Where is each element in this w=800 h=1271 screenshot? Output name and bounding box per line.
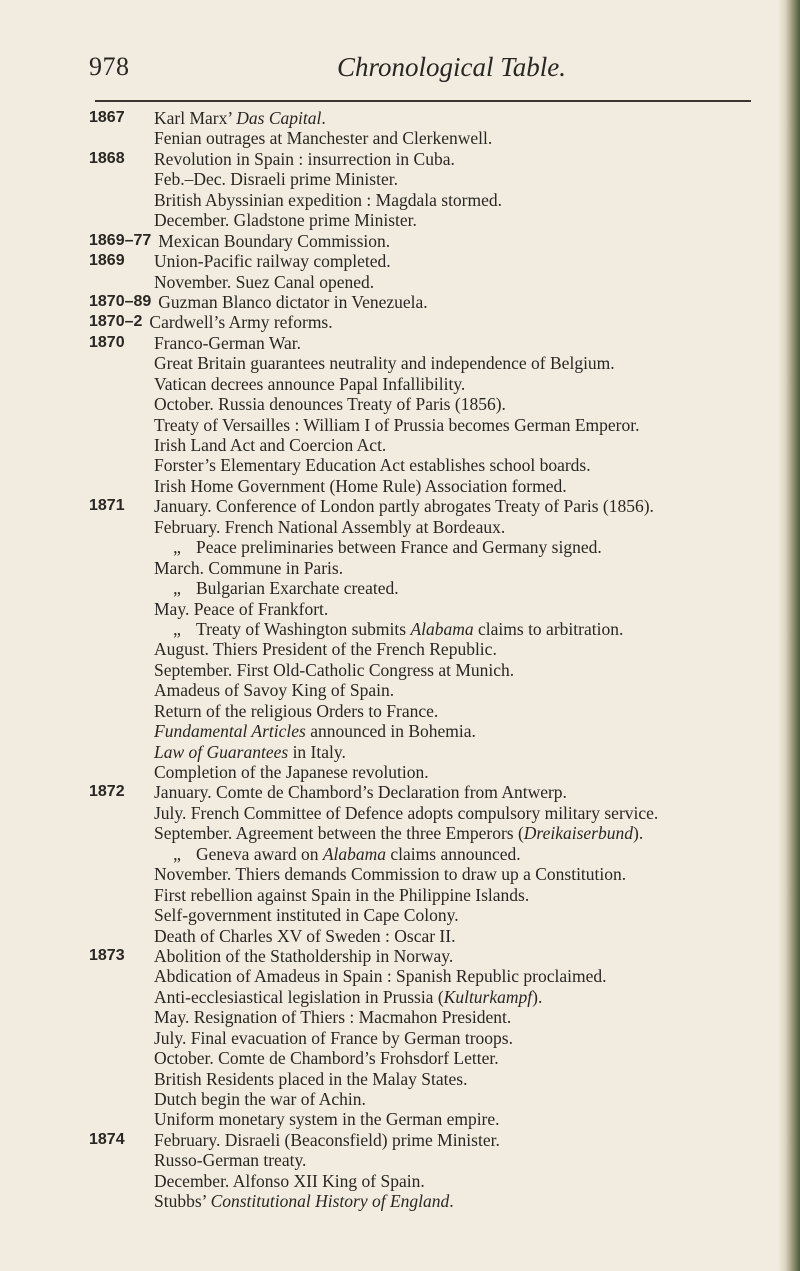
text-segment: September. First Old-Catholic Congress at Munich.: [154, 659, 515, 680]
chronology-entry: [0, 782, 800, 802]
entry-text: [154, 966, 607, 986]
italic-title: Kulturkampf: [443, 986, 533, 1007]
text-segment: January. Conference of London partly abrogates Treaty of Paris (1856).: [154, 496, 654, 517]
entry-text: [154, 782, 567, 802]
chronology-entry: [0, 1109, 800, 1129]
chronology-entry: [0, 966, 800, 986]
text-segment: Self-government instituted in Cape Colony.: [154, 905, 459, 926]
text-segment: Mexican Boundary Commission.: [158, 230, 391, 251]
text-segment: Geneva award on: [196, 843, 323, 864]
entry-text: [154, 885, 529, 905]
entry-text: [154, 1007, 511, 1027]
chronology-entry: [0, 1069, 800, 1089]
text-segment: Treaty of Washington submits: [196, 618, 411, 639]
text-segment: July. French Committee of Defence adopts compulsory military service.: [154, 802, 659, 823]
entry-text: [154, 742, 346, 762]
text-segment: January. Comte de Chambord’s Declaration from Antwerp.: [154, 782, 567, 803]
text-segment: May. Peace of Frankfort.: [154, 598, 329, 619]
entry-text: [154, 1048, 499, 1068]
chronology-entry: [0, 885, 800, 905]
chronology-entry: [0, 762, 800, 782]
header-rule: [95, 100, 751, 102]
chronology-entry: [0, 210, 800, 230]
text-segment: Bulgarian Exarchate created.: [196, 578, 399, 599]
italic-title: Fundamental Articles: [154, 721, 306, 742]
italic-title: Das Capital: [236, 108, 322, 128]
entry-year: 1874: [89, 1130, 125, 1148]
entry-year: 1873: [89, 946, 125, 964]
chronology-entry: [0, 987, 800, 1007]
entry-year: 1868: [89, 149, 125, 167]
chronology-entry: [0, 926, 800, 946]
italic-title: Constitutional History of England: [210, 1191, 450, 1212]
entry-year: 1871: [89, 497, 125, 515]
text-segment: Great Britain guarantees neutrality and independence of Belgium.: [154, 353, 615, 374]
chronology-entry: [0, 803, 800, 823]
text-segment: ).: [633, 823, 644, 844]
text-segment: Treaty of Versailles : William I of Prussia becomes German Emperor.: [154, 414, 640, 435]
entry-text: [154, 517, 505, 537]
text-segment: November. Thiers demands Commission to draw up a Constitution.: [154, 864, 627, 885]
chronology-entry: [0, 946, 800, 966]
text-segment: December. Gladstone prime Minister.: [154, 210, 417, 231]
entry-text: [154, 476, 567, 496]
entry-text: [154, 1191, 454, 1211]
chronology-entry: [0, 231, 800, 251]
text-segment: Feb.–Dec. Disraeli prime Minister.: [154, 169, 398, 190]
entry-year: 1869: [89, 252, 125, 270]
text-segment: July. Final evacuation of France by German troops.: [154, 1027, 513, 1048]
chronology-entry: [0, 537, 800, 557]
entry-text: [154, 619, 623, 639]
text-segment: Forster’s Elementary Education Act establishes school boards.: [154, 455, 591, 476]
chronology-entry: [0, 905, 800, 925]
entry-text: [154, 1130, 500, 1150]
entry-text: [154, 1028, 513, 1048]
chronology-entry: [0, 823, 800, 843]
chronology-entry: [0, 639, 800, 659]
entry-text: [154, 864, 626, 884]
entry-text: [154, 987, 542, 1007]
text-segment: February. French National Assembly at Bordeaux.: [154, 516, 506, 537]
chronology-entry: [0, 558, 800, 578]
text-segment: .: [449, 1191, 454, 1212]
chronology-entry: [0, 496, 800, 516]
text-segment: Amadeus of Savoy King of Spain.: [154, 680, 395, 701]
entry-text: [154, 578, 399, 598]
italic-title: Law of Guarantees: [154, 741, 289, 762]
chronology-entry: [0, 721, 800, 741]
entry-text: [154, 803, 658, 823]
chronology-entry: [0, 619, 800, 639]
entry-text: [154, 415, 639, 435]
chronology-entry: [0, 292, 800, 312]
page-header: [0, 52, 800, 102]
entry-text: [154, 558, 343, 578]
text-segment: Revolution in Spain : insurrection in Cuba.: [154, 148, 455, 169]
entry-text: [154, 496, 654, 516]
text-segment: claims to arbitration.: [473, 618, 624, 639]
chronology-entry: [0, 455, 800, 475]
entry-text: [154, 1171, 425, 1191]
text-segment: September. Agreement between the three Emperors (: [154, 823, 524, 844]
chronology-entry: [0, 742, 800, 762]
entry-text: [154, 926, 455, 946]
text-segment: First rebellion against Spain in the Philippine Islands.: [154, 884, 530, 905]
text-segment: Abolition of the Statholdership in Norway.: [154, 945, 454, 966]
text-segment: British Abyssinian expedition : Magdala stormed.: [154, 189, 503, 210]
chronology-entry: [0, 169, 800, 189]
text-segment: Franco-German War.: [154, 332, 301, 353]
entry-text: [154, 823, 643, 843]
chronology-entry: [0, 864, 800, 884]
entry-text: [154, 169, 398, 189]
page-number: 978: [89, 52, 130, 81]
entry-text: [154, 374, 465, 394]
entry-text: [154, 946, 453, 966]
entry-text: [154, 272, 374, 292]
entry-text: [149, 312, 332, 332]
text-segment: Irish Home Government (Home Rule) Association formed.: [154, 475, 567, 496]
entry-text: [154, 905, 459, 925]
text-segment: Irish Land Act and Coercion Act.: [154, 435, 387, 455]
entry-text: [154, 537, 602, 557]
chronology-entry: [0, 1028, 800, 1048]
entry-text: [154, 353, 615, 373]
entry-text: [154, 1089, 366, 1109]
entry-text: [154, 844, 521, 864]
entry-text: [154, 210, 417, 230]
text-segment: Peace preliminaries between France and Germany signed.: [196, 537, 602, 558]
italic-title: Dreikaiserbund: [523, 823, 633, 844]
chronology-entry: [0, 844, 800, 864]
chronology-entry: [0, 476, 800, 496]
entry-text: [154, 680, 394, 700]
chronology-entry: [0, 660, 800, 680]
entry-text: [154, 639, 497, 659]
entry-year: 1870–89: [89, 292, 152, 310]
entry-text: [154, 333, 301, 353]
chronology-entry: [0, 190, 800, 210]
chronology-entry: [0, 701, 800, 721]
entry-text: [154, 762, 429, 782]
entry-text: [154, 455, 591, 475]
text-segment: Return of the religious Orders to France.: [154, 700, 439, 721]
text-segment: in Italy.: [288, 741, 346, 762]
entry-text: [154, 108, 326, 128]
chronology-entry: [0, 680, 800, 700]
text-segment: March. Commune in Paris.: [154, 557, 344, 578]
entry-text: [158, 292, 427, 312]
chronology-entry: [0, 149, 800, 169]
chronology-entry: [0, 394, 800, 414]
text-segment: Cardwell’s Army reforms.: [149, 312, 333, 333]
entry-text: [154, 190, 502, 210]
chronology-list: [0, 108, 800, 1212]
chronology-entry: [0, 599, 800, 619]
entry-year: 1870–2: [89, 313, 143, 331]
chronology-entry: [0, 374, 800, 394]
text-segment: Stubbs’: [154, 1191, 211, 1212]
chronology-entry: [0, 578, 800, 598]
chronology-entry: [0, 251, 800, 271]
text-segment: November. Suez Canal opened.: [154, 271, 375, 292]
text-segment: Union-Pacific railway completed.: [154, 251, 391, 272]
entry-text: [154, 1069, 468, 1089]
entry-text: [154, 435, 386, 455]
italic-title: Alabama: [322, 843, 387, 864]
entry-text: [154, 128, 492, 148]
text-segment: British Residents placed in the Malay States.: [154, 1068, 468, 1089]
chronology-entry: [0, 272, 800, 292]
text-segment: Russo-German treaty.: [154, 1150, 307, 1171]
chronology-entry: [0, 1191, 800, 1211]
entry-text: [154, 701, 438, 721]
entry-text: [158, 231, 390, 251]
chronology-entry: [0, 1130, 800, 1150]
text-segment: Guzman Blanco dictator in Venezuela.: [158, 291, 428, 312]
entry-text: [154, 251, 391, 271]
text-segment: October. Comte de Chambord’s Frohsdorf Letter.: [154, 1048, 499, 1069]
entry-text: [154, 599, 328, 619]
text-segment: Uniform monetary system in the German empire.: [154, 1109, 500, 1130]
chronology-entry: [0, 415, 800, 435]
chronology-entry: [0, 333, 800, 353]
entry-text: [154, 1150, 306, 1170]
text-segment: Vatican decrees announce Papal Infallibility.: [154, 373, 466, 394]
text-segment: Fenian outrages at Manchester and Clerkenwell.: [154, 128, 493, 149]
entry-year: 1870: [89, 333, 125, 351]
chronology-entry: [0, 1089, 800, 1109]
text-segment: Abdication of Amadeus in Spain : Spanish Republic proclaimed.: [154, 966, 607, 987]
entry-year: 1869–77: [89, 231, 152, 249]
entry-text: [154, 394, 506, 414]
ditto-mark: „: [173, 843, 181, 864]
text-segment: May. Resignation of Thiers : Macmahon President.: [154, 1007, 512, 1028]
text-segment: Karl Marx’: [154, 108, 237, 128]
entry-year: 1872: [89, 783, 125, 801]
ditto-mark: „: [173, 618, 181, 639]
entry-year: 1867: [89, 109, 125, 126]
entry-text: [154, 660, 514, 680]
chronology-entry: [0, 108, 800, 128]
ditto-mark: „: [173, 537, 181, 558]
chronology-entry: [0, 1150, 800, 1170]
chronology-entry: [0, 128, 800, 148]
text-segment: claims announced.: [386, 843, 521, 864]
running-title: Chronological Table.: [337, 52, 567, 82]
text-segment: February. Disraeli (Beaconsfield) prime Minister.: [154, 1129, 500, 1150]
italic-title: Alabama: [410, 618, 474, 639]
chronology-entry: [0, 435, 800, 455]
chronology-entry: [0, 312, 800, 332]
chronology-entry: [0, 353, 800, 373]
text-segment: .: [321, 108, 326, 128]
text-segment: October. Russia denounces Treaty of Paris (1856).: [154, 394, 506, 415]
text-segment: Completion of the Japanese revolution.: [154, 762, 429, 782]
text-segment: ).: [532, 986, 543, 1007]
text-segment: December. Alfonso XII King of Spain.: [154, 1170, 425, 1191]
entry-text: [154, 721, 476, 741]
chronology-entry: [0, 1048, 800, 1068]
ditto-mark: „: [173, 578, 181, 599]
chronology-entry: [0, 517, 800, 537]
entry-text: [154, 1109, 500, 1129]
entry-text: [154, 149, 455, 169]
text-segment: announced in Bohemia.: [305, 721, 476, 742]
text-segment: August. Thiers President of the French Republic.: [154, 639, 497, 660]
text-segment: Anti-ecclesiastical legislation in Prussia (: [154, 986, 444, 1007]
chronology-entry: [0, 1007, 800, 1027]
chronology-entry: [0, 1171, 800, 1191]
text-segment: Dutch begin the war of Achin.: [154, 1089, 366, 1109]
text-segment: Death of Charles XV of Sweden : Oscar II.: [154, 925, 456, 946]
